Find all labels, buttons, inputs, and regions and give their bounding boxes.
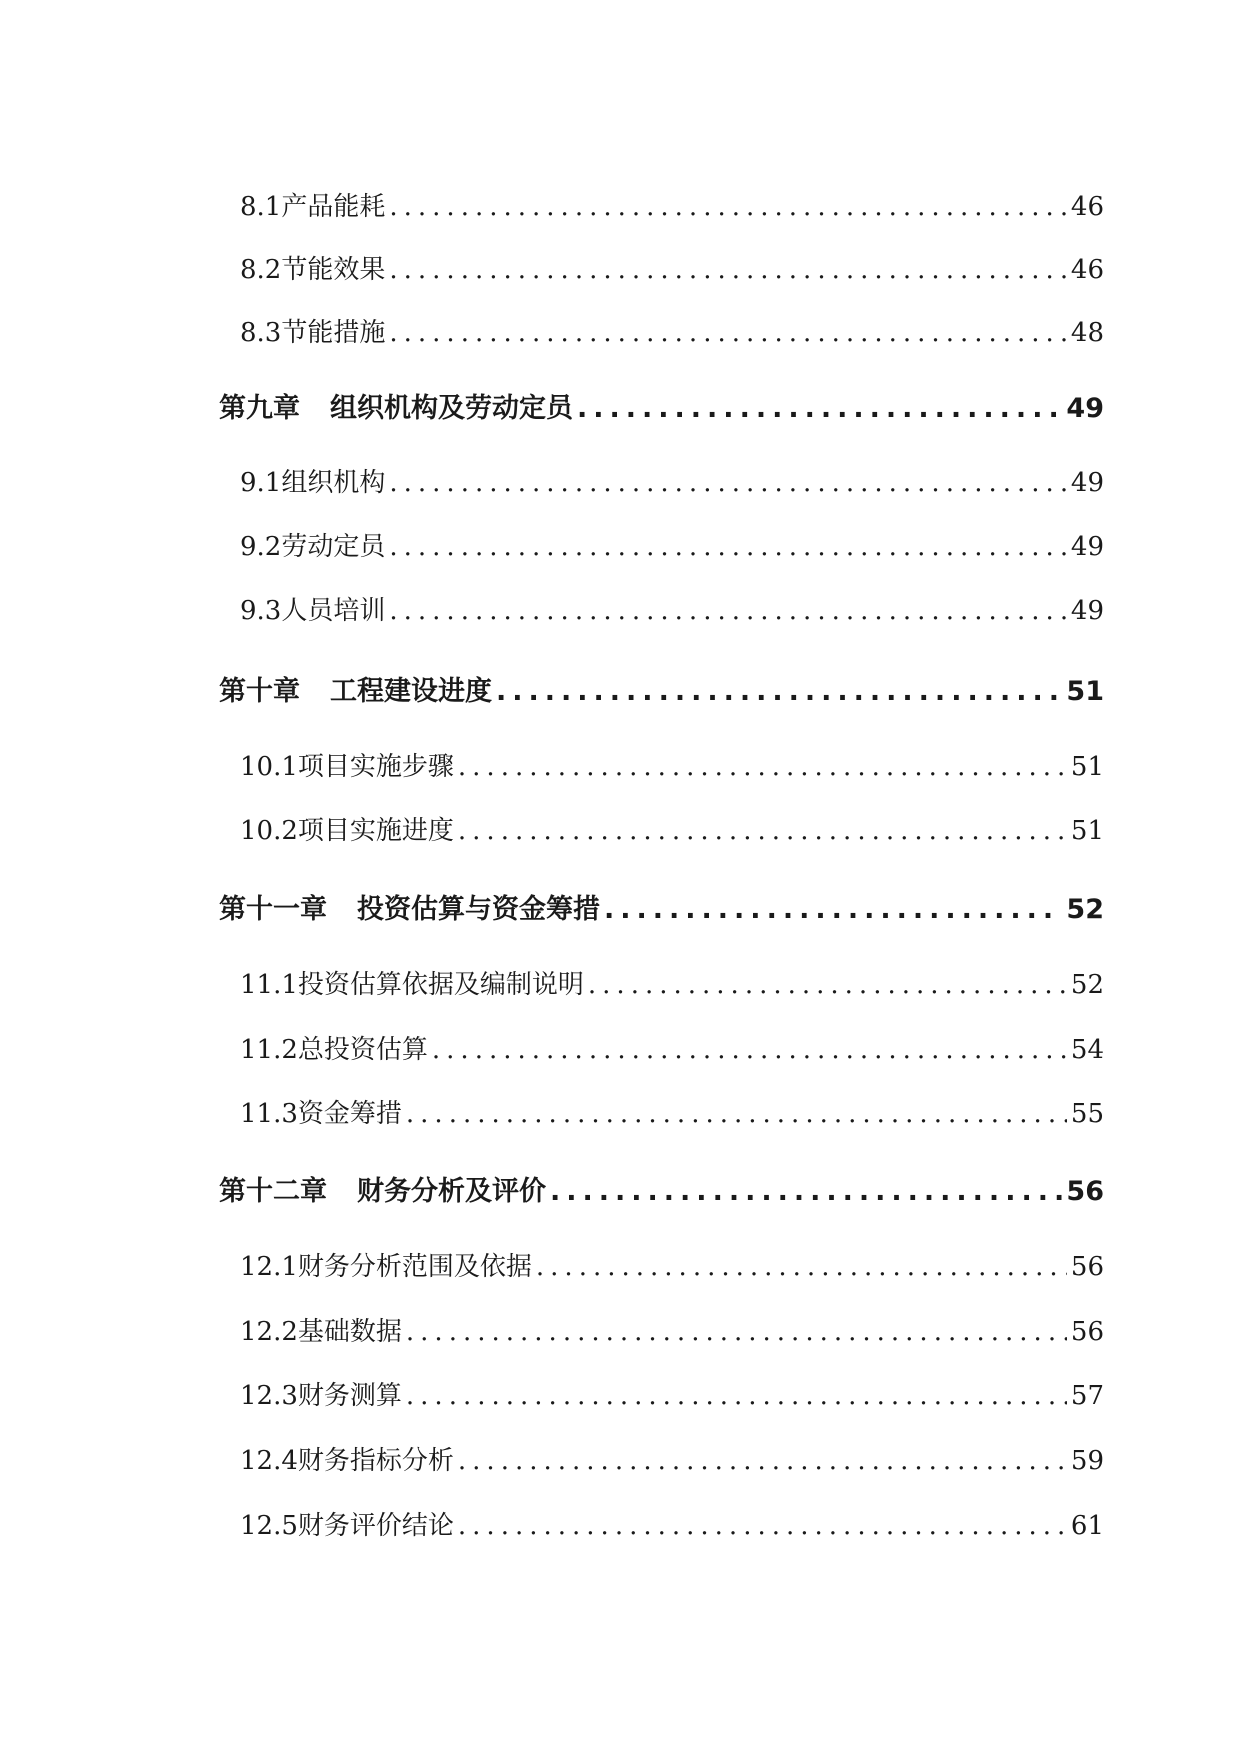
toc-section-entry[interactable] (240, 1441, 1104, 1481)
toc-section-title: 人员培训 (281, 596, 386, 626)
toc-dot-leader (458, 811, 1067, 851)
toc-dot-leader (389, 250, 1067, 290)
toc-page-number: 52 (1070, 970, 1104, 1000)
toc-page-number: 49 (1070, 596, 1104, 626)
toc-section-entry[interactable] (240, 591, 1104, 631)
toc-section-number: 10.1 (240, 752, 298, 782)
toc-section-number: 12.1 (240, 1252, 298, 1282)
toc-section-number: 11.1 (240, 970, 298, 1000)
toc-chapter-number: 第十章 (219, 676, 300, 707)
toc-section-entry[interactable] (240, 313, 1104, 353)
toc-section-entry[interactable] (240, 250, 1104, 290)
toc-section-number: 12.3 (240, 1381, 298, 1411)
toc-section-number: 9.3 (240, 596, 282, 626)
toc-page-number: 51 (1070, 816, 1104, 846)
toc-section-entry[interactable] (240, 811, 1104, 851)
toc-page-number: 55 (1070, 1099, 1104, 1129)
toc-section-title: 产品能耗 (281, 192, 386, 222)
toc-dot-leader (577, 389, 1062, 429)
toc-section-number: 10.2 (240, 816, 298, 846)
toc-chapter-title: 财务分析及评价 (357, 1176, 546, 1207)
toc-page-number: 51 (1070, 752, 1104, 782)
toc-section-entry[interactable] (240, 965, 1104, 1005)
toc-section-number: 11.2 (240, 1035, 298, 1065)
toc-section-entry[interactable] (240, 527, 1104, 567)
toc-section-title: 项目实施进度 (297, 816, 454, 846)
toc-dot-leader (389, 463, 1067, 503)
toc-dot-leader (432, 1030, 1067, 1070)
toc-dot-leader (458, 747, 1067, 787)
toc-section-number: 11.3 (240, 1099, 298, 1129)
toc-section-entry[interactable] (240, 1376, 1104, 1416)
toc-section-entry[interactable] (240, 747, 1104, 787)
toc-dot-leader (406, 1094, 1067, 1134)
toc-dot-leader (604, 890, 1062, 930)
toc-section-title: 总投资估算 (297, 1035, 428, 1065)
toc-section-number: 12.5 (240, 1511, 298, 1541)
toc-page-number: 56 (1070, 1317, 1104, 1347)
toc-section-title: 项目实施步骤 (297, 752, 454, 782)
toc-chapter-entry[interactable] (219, 672, 1104, 712)
toc-page-number: 61 (1070, 1511, 1104, 1541)
toc-section-entry[interactable] (240, 1506, 1104, 1546)
toc-section-number: 8.3 (240, 318, 282, 348)
toc-section-title: 财务分析范围及依据 (297, 1252, 532, 1282)
toc-section-title: 节能措施 (281, 318, 386, 348)
toc-dot-leader (389, 527, 1067, 567)
toc-section-number: 8.1 (240, 192, 282, 222)
toc-page-number: 46 (1070, 192, 1104, 222)
toc-section-number: 12.4 (240, 1446, 298, 1476)
toc-section-entry[interactable] (240, 1247, 1104, 1287)
toc-dot-leader (389, 313, 1067, 353)
toc-chapter-title: 组织机构及劳动定员 (330, 393, 573, 424)
toc-section-title: 资金筹措 (297, 1099, 402, 1129)
toc-page-number: 56 (1070, 1252, 1104, 1282)
toc-chapter-number: 第十一章 (219, 894, 327, 925)
toc-section-title: 劳动定员 (281, 532, 386, 562)
toc-page-number: 46 (1070, 255, 1104, 285)
toc-page-number: 57 (1070, 1381, 1104, 1411)
toc-page-number: 49 (1070, 532, 1104, 562)
toc-dot-leader (588, 965, 1067, 1005)
toc-chapter-number: 第十二章 (219, 1176, 327, 1207)
toc-dot-leader (496, 672, 1062, 712)
toc-page-number: 51 (1066, 676, 1104, 707)
toc-page-number: 54 (1070, 1035, 1104, 1065)
toc-section-entry[interactable] (240, 1312, 1104, 1352)
toc-section-title: 基础数据 (297, 1317, 402, 1347)
toc-chapter-entry[interactable] (219, 890, 1104, 930)
toc-section-number: 9.2 (240, 532, 282, 562)
toc-section-number: 12.2 (240, 1317, 298, 1347)
toc-section-number: 8.2 (240, 255, 282, 285)
toc-dot-leader (406, 1376, 1067, 1416)
toc-page-number: 49 (1066, 393, 1104, 424)
toc-section-entry[interactable] (240, 1030, 1104, 1070)
toc-section-title: 财务评价结论 (297, 1511, 454, 1541)
toc-page-number: 48 (1070, 318, 1104, 348)
toc-dot-leader (389, 187, 1067, 227)
toc-page-number: 56 (1066, 1176, 1104, 1207)
toc-section-entry[interactable] (240, 187, 1104, 227)
toc-section-entry[interactable] (240, 1094, 1104, 1134)
toc-section-title: 财务测算 (297, 1381, 402, 1411)
toc-dot-leader (536, 1247, 1067, 1287)
toc-dot-leader (550, 1172, 1062, 1212)
toc-chapter-number: 第九章 (219, 393, 300, 424)
toc-dot-leader (458, 1441, 1067, 1481)
toc-chapter-title: 工程建设进度 (330, 676, 492, 707)
toc-section-title: 节能效果 (281, 255, 386, 285)
toc-section-entry[interactable] (240, 463, 1104, 503)
toc-dot-leader (458, 1506, 1067, 1546)
toc-dot-leader (406, 1312, 1067, 1352)
toc-chapter-entry[interactable] (219, 389, 1104, 429)
toc-page-number: 52 (1066, 894, 1104, 925)
toc-section-number: 9.1 (240, 468, 282, 498)
toc-dot-leader (389, 591, 1067, 631)
toc-chapter-entry[interactable] (219, 1172, 1104, 1212)
toc-section-title: 投资估算依据及编制说明 (297, 970, 584, 1000)
toc-section-title: 财务指标分析 (297, 1446, 454, 1476)
toc-section-title: 组织机构 (281, 468, 386, 498)
toc-page-number: 49 (1070, 468, 1104, 498)
toc-chapter-title: 投资估算与资金筹措 (357, 894, 600, 925)
toc-page-number: 59 (1070, 1446, 1104, 1476)
